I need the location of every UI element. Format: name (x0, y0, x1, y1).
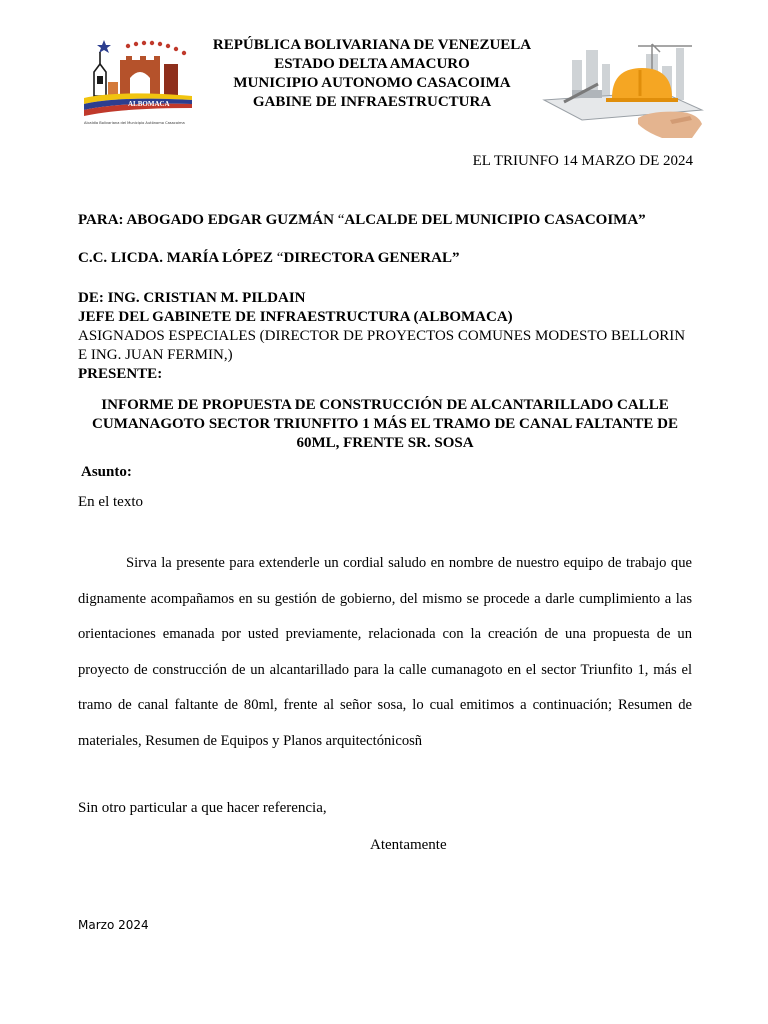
signoff: Atentamente (370, 837, 447, 853)
sender-assignees-2: E ING. JUAN FERMIN,) (78, 347, 233, 363)
report-title-line-3: 60ML, FRENTE SR. SOSA (296, 435, 474, 451)
sender-title: JEFE DEL GABINETE DE INFRAESTRUCTURA (ALBOMACA) (78, 309, 513, 325)
cc-line (78, 250, 459, 267)
sender-assignees-1: ASIGNADOS ESPECIALES (DIRECTOR DE PROYECTOS COMUNES MODESTO BELLORIN (78, 328, 686, 344)
sender-name: DE: ING. CRISTIAN M. PILDAIN (78, 290, 306, 306)
sender-block (78, 289, 698, 384)
recipient-role: ALCALDE DEL MUNICIPIO CASACOIMA” (344, 212, 646, 228)
construction-image (542, 40, 710, 140)
subject-value: En el texto (78, 494, 143, 510)
cc-name: C.C. LICDA. MARÍA LÓPEZ (78, 250, 277, 266)
report-title-line-2: CUMANAGOTO SECTOR TRIUNFITO 1 MÁS EL TRAMO DE CANAL FALTANTE DE (92, 416, 678, 432)
logo-caption: Alcaldía Bolivariana del Municipio Autónomo Casacoima (84, 121, 185, 125)
cc-role: DIRECTORA GENERAL” (283, 250, 460, 266)
header-line-1: REPÚBLICA BOLIVARIANA DE VENEZUELA (212, 37, 532, 53)
body-paragraph (78, 546, 692, 760)
body-text: Sirva la presente para extenderle un cordial saludo en nombre de nuestro equipo de trabajo que dignamente acompañamos en su gestión de gobierno, del mismo se procede a darle cumplimiento a las orientaciones emanada por usted previamente, relacionada con la creación de una propuesta de un proyecto de construcción de un alcantarillado para la calle cumanagoto en el sector Triunfito 1, más el tramo de canal faltante de 80ml, frente al señor sosa, lo cual emitimos a continuación; Resumen de materiales, Resumen de Equipos y Planos arquitectónicosñ (78, 555, 692, 749)
recipient-line (78, 212, 646, 229)
logo-wordmark: ALBOMACA (128, 100, 170, 108)
subject-label: Asunto: (81, 464, 132, 480)
recipient-quote-open: “ (337, 212, 345, 228)
presente-label: PRESENTE: (78, 366, 163, 382)
letter-date: EL TRIUNFO 14 MARZO DE 2024 (472, 153, 693, 169)
closing-line: Sin otro particular a que hacer referencia, (78, 800, 327, 816)
municipal-emblem-icon (80, 34, 198, 128)
construction-helmet-hand-icon (542, 40, 710, 140)
report-title (78, 396, 692, 453)
footer-date: Marzo 2024 (78, 918, 149, 932)
albomaca-logo (80, 34, 198, 128)
report-title-line-1: INFORME DE PROPUESTA DE CONSTRUCCIÓN DE ALCANTARILLADO CALLE (101, 397, 669, 413)
letterhead (190, 36, 554, 112)
header-line-4: GABINE DE INFRAESTRUCTURA (252, 94, 492, 110)
recipient-name: PARA: ABOGADO EDGAR GUZMÁN (78, 212, 338, 228)
header-line-3: MUNICIPIO AUTONOMO CASACOIMA (233, 75, 511, 91)
header-line-2: ESTADO DELTA AMACURO (274, 56, 470, 72)
cc-quote-open: “ (276, 250, 284, 266)
